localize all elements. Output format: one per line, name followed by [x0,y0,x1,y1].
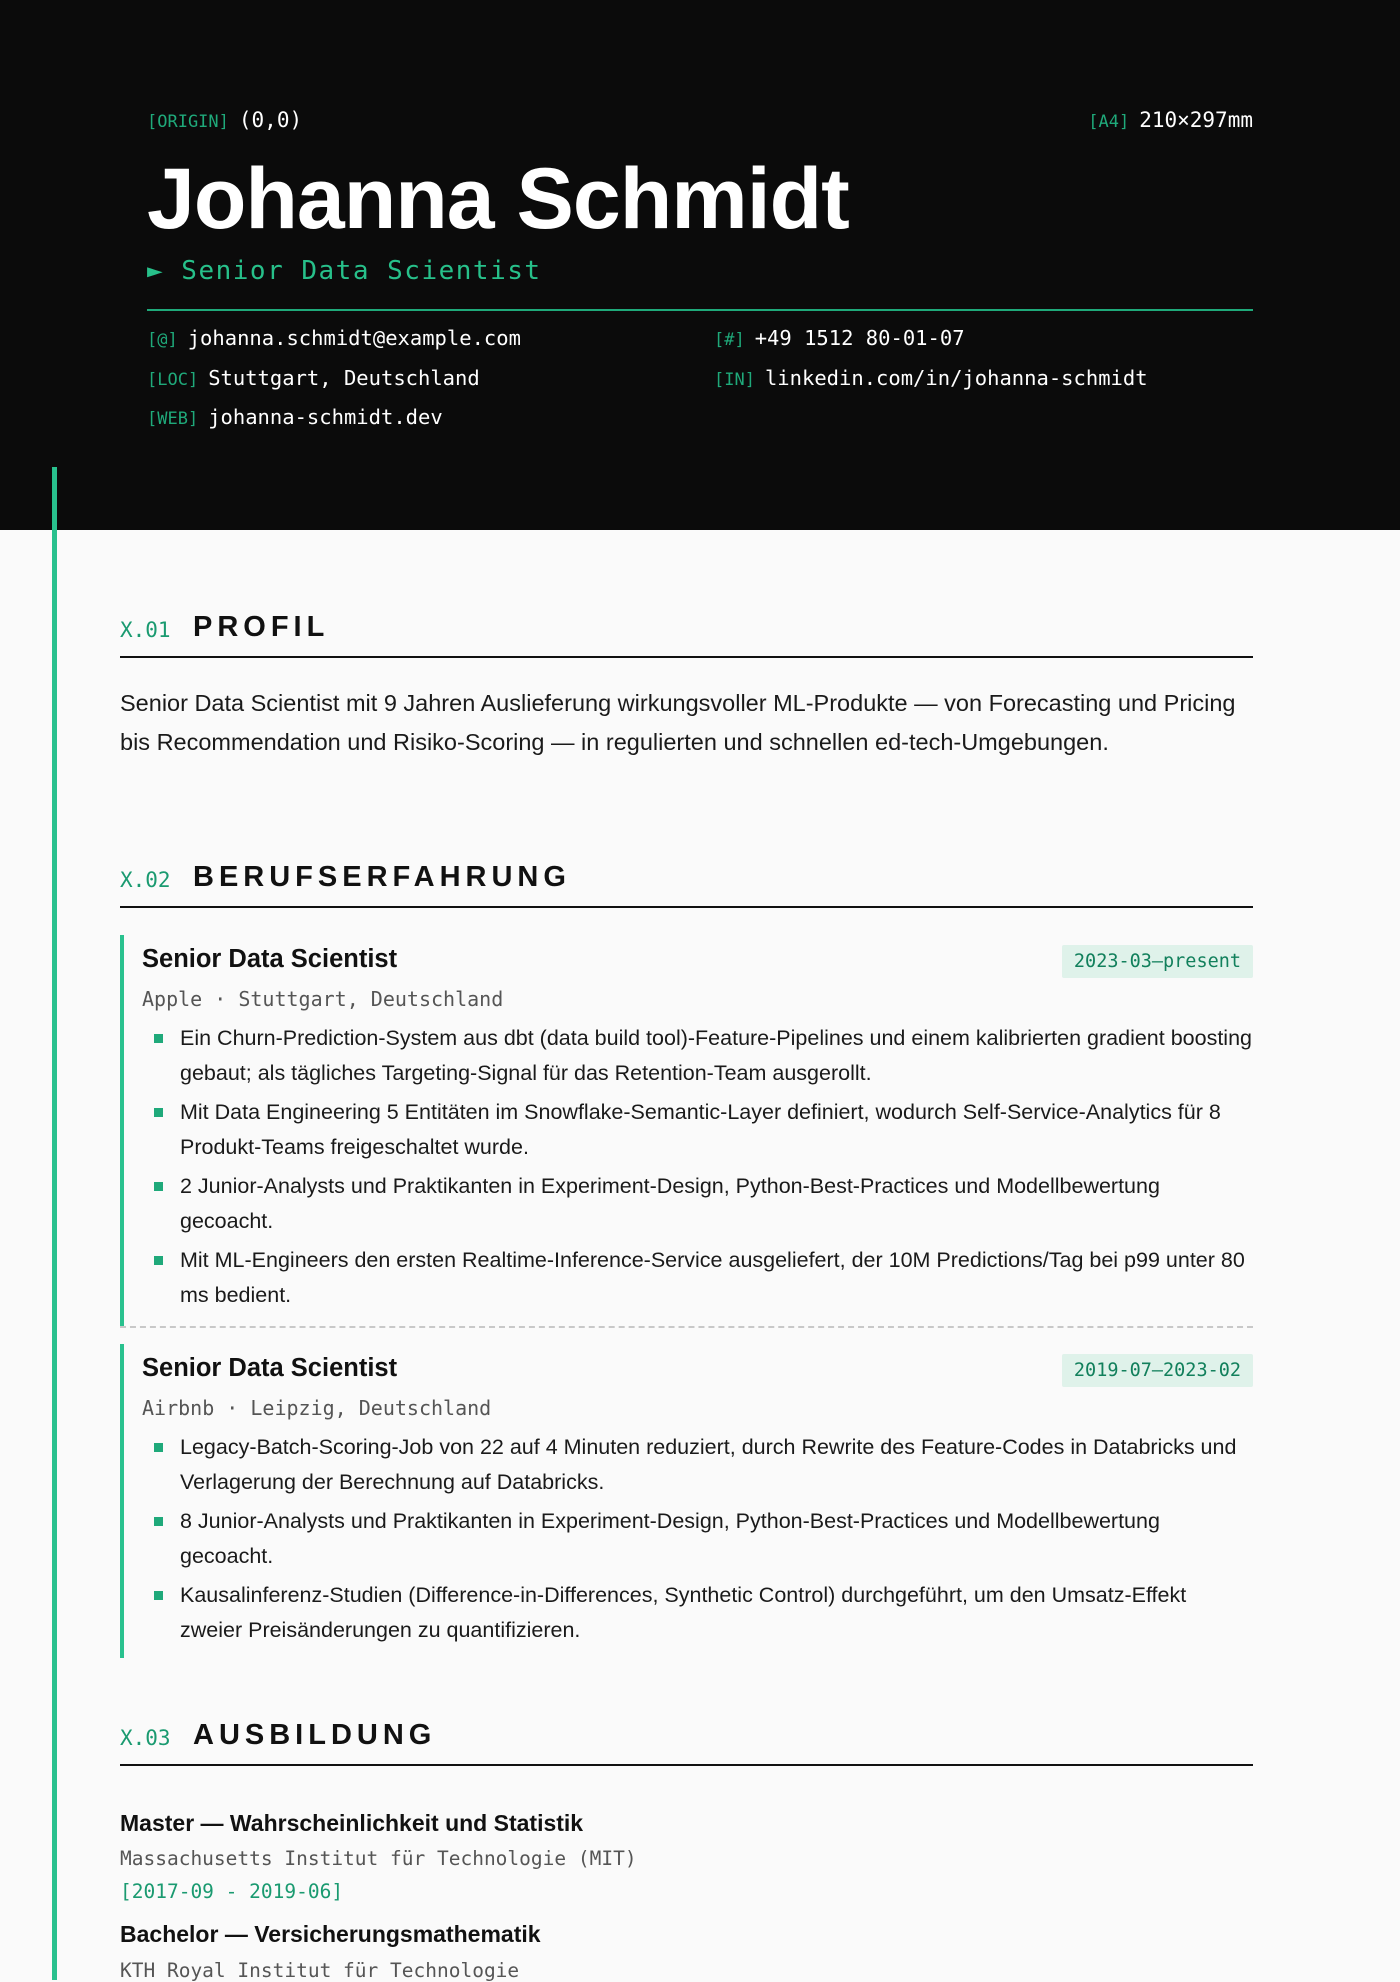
website-tag: [WEB] [147,409,199,429]
origin-tag: [ORIGIN] [147,112,229,132]
job-separator [120,1326,1253,1328]
list-item: Kausalinferenz-Studien (Difference-in-Differences, Synthetic Control) durchgeführt, um den Umsatz-Effekt zweier Preisänderungen zu quantifizieren. [154,1578,1254,1648]
contact-phone[interactable] [714,326,965,350]
section-title: PROFIL [193,611,330,643]
origin-label [147,108,302,132]
list-item: 2 Junior-Analysts und Praktikanten in Experiment-Design, Python-Best-Practices und Modellbewertung gecoacht. [154,1169,1254,1239]
education-degree: Bachelor — Versicherungsmathematik [120,1921,541,1947]
linkedin-tag: [IN] [714,370,755,390]
origin-value: (0,0) [238,108,303,132]
location-value: Stuttgart, Deutschland [208,366,480,390]
job-title: Senior Data Scientist [142,1354,398,1382]
education-school: KTH Royal Institut für Technologie [120,1959,520,1982]
job-date-badge: 2023-03—present [1062,945,1253,978]
email-tag: [@] [147,330,178,350]
section-title: AUSBILDUNG [193,1719,437,1751]
list-item: Mit Data Engineering 5 Entitäten im Snowflake-Semantic-Layer definiert, wodurch Self-Service-Analytics für 8 Produkt-Teams freigeschaltet wurde. [154,1095,1254,1165]
section-header-experience [120,836,1253,908]
section-number: X.02 [120,868,171,892]
job-bullets [154,1021,1254,1317]
job-entry [120,935,1253,1327]
contact-linkedin[interactable] [714,366,1148,390]
list-item: Ein Churn-Prediction-System aus dbt (data build tool)-Feature-Pipelines und einem kalibrierten gradient boosting gebaut; als tägliches Targeting-Signal für das Retention-Team ausgerollt. [154,1021,1254,1091]
email-value: johanna.schmidt@example.com [187,326,521,350]
section-header-profile [120,586,1253,658]
list-item: Mit ML-Engineers den ersten Realtime-Inference-Service ausgeliefert, der 10M Predictions/Tag bei p99 unter 80 ms bedient. [154,1243,1254,1313]
person-name: Johanna Schmidt [147,151,849,247]
list-item: 8 Junior-Analysts und Praktikanten in Experiment-Design, Python-Best-Practices und Modellbewertung gecoacht. [154,1504,1254,1574]
contact-email[interactable] [147,326,521,350]
header-inner [147,0,1253,530]
resume-header [0,0,1400,530]
education-date: [2017-09 - 2019-06] [120,1880,344,1903]
job-date-badge: 2019-07—2023-02 [1062,1354,1253,1387]
phone-tag: [#] [714,330,745,350]
job-subtitle: ► Senior Data Scientist [147,256,542,286]
left-accent-line [52,467,57,1980]
education-school: Massachusetts Institut für Technologie (MIT) [120,1847,637,1870]
location-tag: [LOC] [147,370,199,390]
website-value: johanna-schmidt.dev [208,405,443,429]
section-number: X.01 [120,618,171,642]
profile-summary: Senior Data Scientist mit 9 Jahren Auslieferung wirkungsvoller ML-Produkte — von Forecasting und Pricing bis Recommendation und Risiko-Scoring — in regulierten und schnellen ed-tech-Umgebungen. [120,690,1236,755]
job-title: Senior Data Scientist [142,945,398,973]
section-number: X.03 [120,1726,171,1750]
job-company: Airbnb · Leipzig, Deutschland [142,1396,492,1420]
contact-website[interactable] [147,405,443,429]
header-divider [147,309,1253,311]
section-title: BERUFSERFAHRUNG [193,861,571,893]
job-entry [120,1344,1253,1658]
format-label [1088,108,1253,132]
education-degree: Master — Wahrscheinlichkeit und Statistik [120,1810,584,1836]
linkedin-value: linkedin.com/in/johanna-schmidt [764,366,1148,390]
phone-value: +49 1512 80-01-07 [754,326,965,350]
job-company: Apple · Stuttgart, Deutschland [142,987,504,1011]
format-value: 210×297mm [1139,108,1253,132]
section-header-education [120,1694,1253,1766]
list-item: Legacy-Batch-Scoring-Job von 22 auf 4 Minuten reduziert, durch Rewrite des Feature-Codes in Databricks und Verlagerung der Berechnung auf Databricks. [154,1430,1254,1500]
contact-location [147,366,480,390]
job-bullets [154,1430,1254,1652]
format-tag: [A4] [1088,112,1130,132]
